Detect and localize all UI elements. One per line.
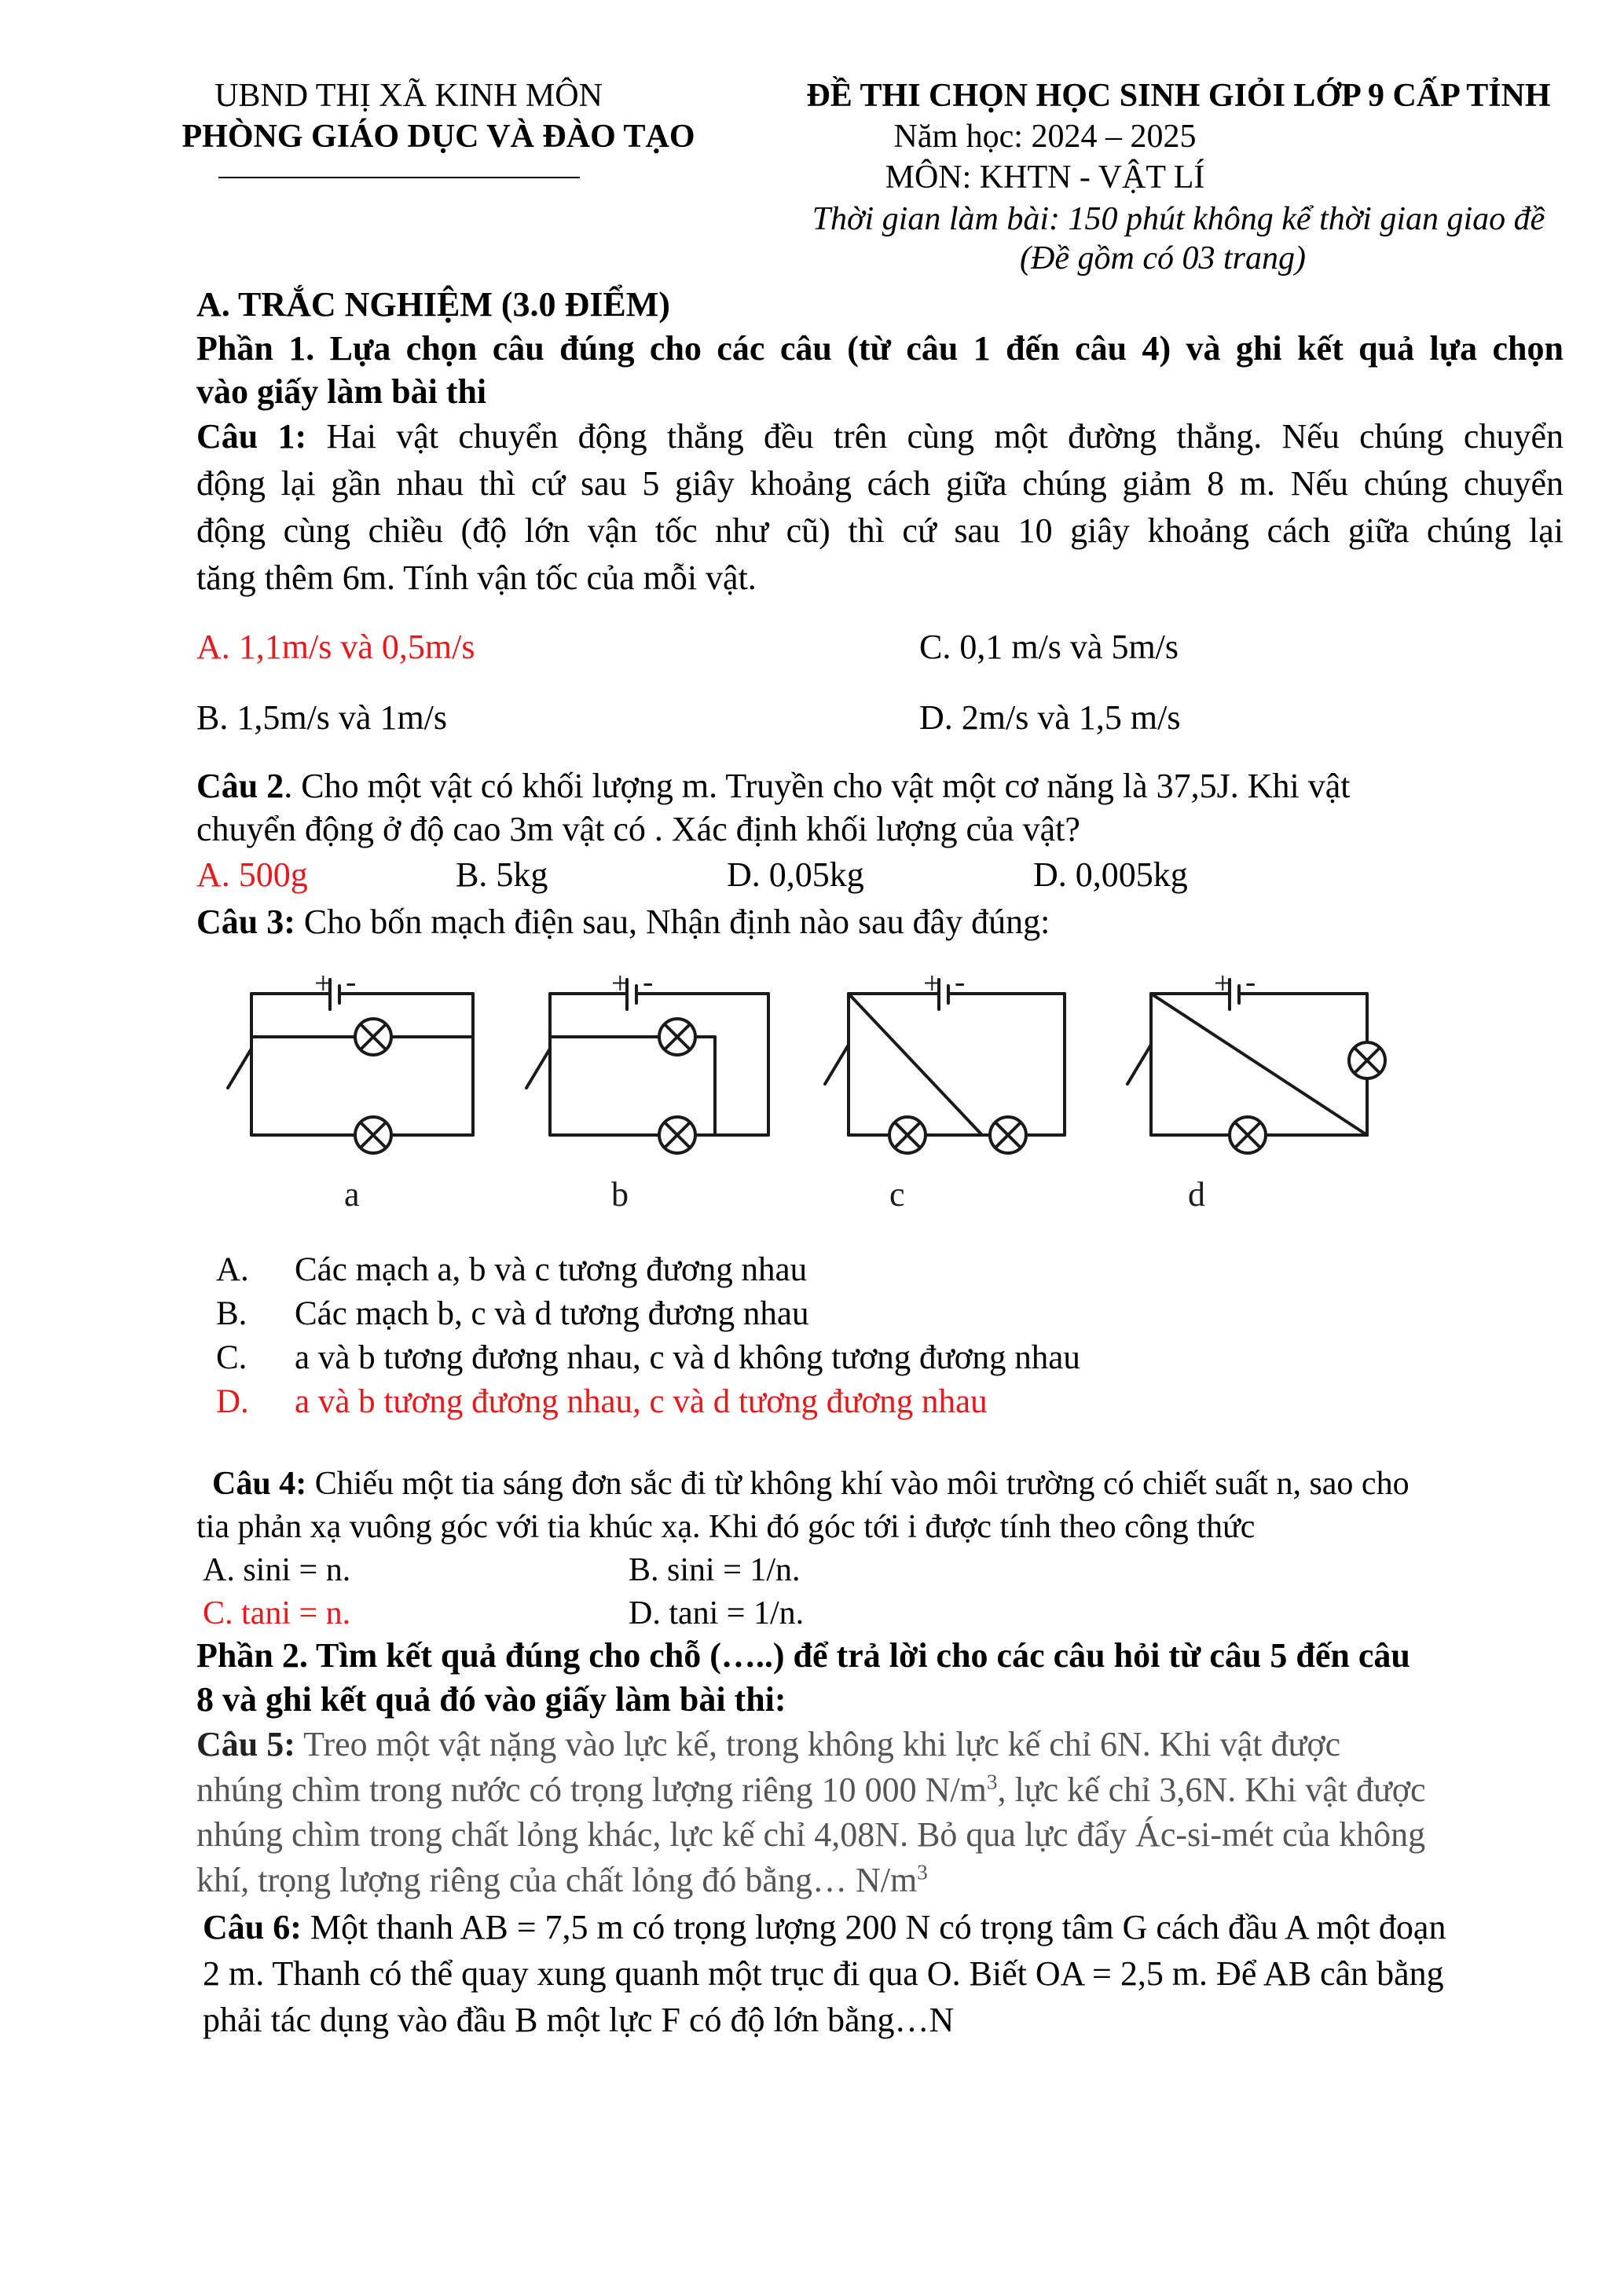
- option-text: Các mạch a, b và c tương đương nhau: [295, 1251, 808, 1288]
- circuits-figure: [196, 970, 1469, 1229]
- battery-minus-a: -: [346, 970, 357, 999]
- q4-label: Câu 4:: [212, 1466, 307, 1502]
- header-divider: [218, 177, 580, 178]
- q5-label: Câu 5:: [196, 1725, 295, 1763]
- battery-minus-c: -: [955, 970, 966, 999]
- part2-title-line1: Phần 2. Tìm kết quả đúng cho chỗ (…..) để trả lời cho các câu hỏi từ câu 5 đến câu: [196, 1636, 1410, 1675]
- circuit-a: [228, 980, 473, 1135]
- department-name: PHÒNG GIÁO DỤC VÀ ĐÀO TẠO: [181, 119, 695, 155]
- q5-line4: [196, 1860, 928, 1900]
- circuit-label-d: d: [1188, 1175, 1205, 1214]
- q3-text: Cho bốn mạch điện sau, Nhận định nào sau đây đúng:: [295, 903, 1050, 941]
- q1-line4: tăng thêm 6m. Tính vận tốc của mỗi vật.: [196, 558, 757, 597]
- superscript: 3: [917, 1860, 928, 1884]
- q1-option-b: B. 1,5m/s và 1m/s: [196, 698, 448, 737]
- agency-name: UBND THỊ XÃ KINH MÔN: [214, 78, 603, 114]
- q1-label: Câu 1:: [196, 417, 307, 456]
- battery-minus-d: -: [1245, 970, 1256, 999]
- option-text: a và b tương đương nhau, c và d không tương đương nhau: [295, 1339, 1080, 1376]
- q3-label: Câu 3:: [196, 903, 295, 941]
- q3-line1: [196, 902, 1050, 942]
- q6-line1: [203, 1907, 1446, 1947]
- q4-line1: [212, 1465, 1410, 1503]
- lamp-icon: [1349, 1042, 1385, 1078]
- option-letter: B.: [216, 1295, 247, 1332]
- part1-title-line2: vào giấy làm bài thi: [196, 372, 487, 411]
- q5-line3: nhúng chìm trong chất lỏng khác, lực kế chỉ 4,08N. Bỏ qua lực đẩy Ác-si-mét của không: [196, 1815, 1426, 1854]
- subject: MÔN: KHTN - VẬT LÍ: [885, 159, 1205, 196]
- page-count: (Đề gồm có 03 trang): [1020, 240, 1306, 276]
- lamp-icon: [990, 1117, 1026, 1153]
- q5-line2: [196, 1770, 1426, 1810]
- part1-title-line1: Phần 1. Lựa chọn câu đúng cho các câu (từ câu 1 đến câu 4) và ghi kết quả lựa chọn: [196, 329, 1564, 368]
- battery-plus-b: +: [611, 970, 629, 1001]
- circuit-label-b: b: [611, 1175, 629, 1214]
- q4-option-b: B. sini = 1/n.: [629, 1552, 801, 1588]
- q2-option-c: D. 0,05kg: [727, 855, 864, 894]
- q1-option-a: A. 1,1m/s và 0,5m/s: [196, 628, 475, 666]
- option-letter: A.: [216, 1251, 249, 1288]
- lamp-icon: [355, 1117, 391, 1153]
- part2-title-line2: 8 và ghi kết quả đó vào giấy làm bài thi:: [196, 1680, 786, 1719]
- q6-line3: phải tác dụng vào đầu B một lực F có độ lớn bằng…N: [203, 2001, 955, 2039]
- exam-title: ĐỀ THI CHỌN HỌC SINH GIỎI LỚP 9 CẤP TỈNH: [806, 78, 1551, 114]
- q6-line2: 2 m. Thanh có thể quay xung quanh một trục đi qua O. Biết OA = 2,5 m. Để AB cân bằng: [203, 1954, 1444, 1993]
- option-text: a và b tương đương nhau, c và d tương đương nhau: [295, 1383, 988, 1420]
- q4-option-a: A. sini = n.: [203, 1552, 351, 1588]
- option-letter: D.: [216, 1383, 249, 1420]
- q5-line4-text: khí, trọng lượng riêng của chất lỏng đó bằng… N/m: [196, 1861, 918, 1899]
- q1-option-c: C. 0,1 m/s và 5m/s: [919, 628, 1179, 666]
- q1-option-d: D. 2m/s và 1,5 m/s: [919, 698, 1181, 737]
- lamp-icon: [1230, 1117, 1266, 1153]
- q3-option-c: [216, 1338, 1080, 1377]
- q5-line1: [196, 1724, 1340, 1764]
- lamp-icon: [355, 1019, 391, 1055]
- q5-line2-text: nhúng chìm trong nước có trọng lượng riêng 10 000 N/m: [196, 1771, 987, 1809]
- circuit-label-c: c: [889, 1175, 905, 1214]
- time-allowed: Thời gian làm bài: 150 phút không kể thời gian giao đề: [812, 201, 1545, 237]
- q2-label: Câu 2: [196, 767, 284, 805]
- lamp-icon: [889, 1117, 926, 1153]
- q4-text: Chiếu một tia sáng đơn sắc đi từ không khí vào môi trường có chiết suất n, sao cho: [306, 1466, 1410, 1502]
- school-year: Năm học: 2024 – 2025: [893, 119, 1197, 155]
- q3-option-a: [216, 1251, 807, 1289]
- q1-text: Hai vật chuyển động thẳng đều trên cùng một đường thẳng. Nếu chúng chuyển: [306, 417, 1564, 456]
- q2-line1: [196, 766, 1351, 806]
- q4-option-d: D. tani = 1/n.: [629, 1595, 805, 1631]
- q2-text: . Cho một vật có khối lượng m. Truyền cho vật một cơ năng là 37,5J. Khi vật: [284, 767, 1351, 805]
- q1-line3: động cùng chiều (độ lớn vận tốc như cũ) thì cứ sau 10 giây khoảng cách giữa chúng lại: [196, 511, 1564, 550]
- q2-option-d: D. 0,005kg: [1033, 855, 1188, 894]
- battery-plus-d: +: [1214, 970, 1232, 1001]
- q1-line1: [196, 416, 1564, 456]
- q5-line2-text-end: , lực kế chỉ 3,6N. Khi vật được: [997, 1771, 1426, 1809]
- circuit-d: [1127, 980, 1367, 1135]
- q2-option-b: B. 5kg: [456, 855, 548, 894]
- option-text: Các mạch b, c và d tương đương nhau: [295, 1295, 809, 1332]
- q5-text: Treo một vật nặng vào lực kế, trong không khi lực kế chỉ 6N. Khi vật được: [295, 1725, 1341, 1763]
- option-letter: C.: [216, 1339, 247, 1376]
- superscript: 3: [986, 1770, 998, 1794]
- circuit-b: [526, 980, 768, 1135]
- q4-option-c: C. tani = n.: [203, 1595, 351, 1631]
- q2-option-a: A. 500g: [196, 855, 308, 894]
- battery-plus-c: +: [923, 970, 941, 1001]
- q6-label: Câu 6:: [203, 1908, 302, 1946]
- q2-line2: chuyển động ở độ cao 3m vật có . Xác định khối lượng của vật?: [196, 810, 1080, 848]
- battery-plus-a: +: [314, 970, 332, 1001]
- circuit-c: [825, 980, 1065, 1135]
- q1-line2: động lại gần nhau thì cứ sau 5 giây khoảng cách giữa chúng giảm 8 m. Nếu chúng chuyển: [196, 464, 1564, 503]
- lamp-icon: [659, 1019, 695, 1055]
- q4-line2: tia phản xạ vuông góc với tia khúc xạ. Khi đó góc tới i được tính theo công thức: [196, 1509, 1256, 1545]
- q6-text: Một thanh AB = 7,5 m có trọng lượng 200 N có trọng tâm G cách đầu A một đoạn: [301, 1908, 1446, 1946]
- battery-minus-b: -: [643, 970, 654, 999]
- circuit-label-a: a: [344, 1175, 360, 1214]
- q3-option-d: [216, 1382, 988, 1421]
- section-a-title: A. TRẮC NGHIỆM (3.0 ĐIỂM): [196, 285, 670, 324]
- lamp-icon: [659, 1117, 695, 1153]
- q3-option-b: [216, 1294, 809, 1333]
